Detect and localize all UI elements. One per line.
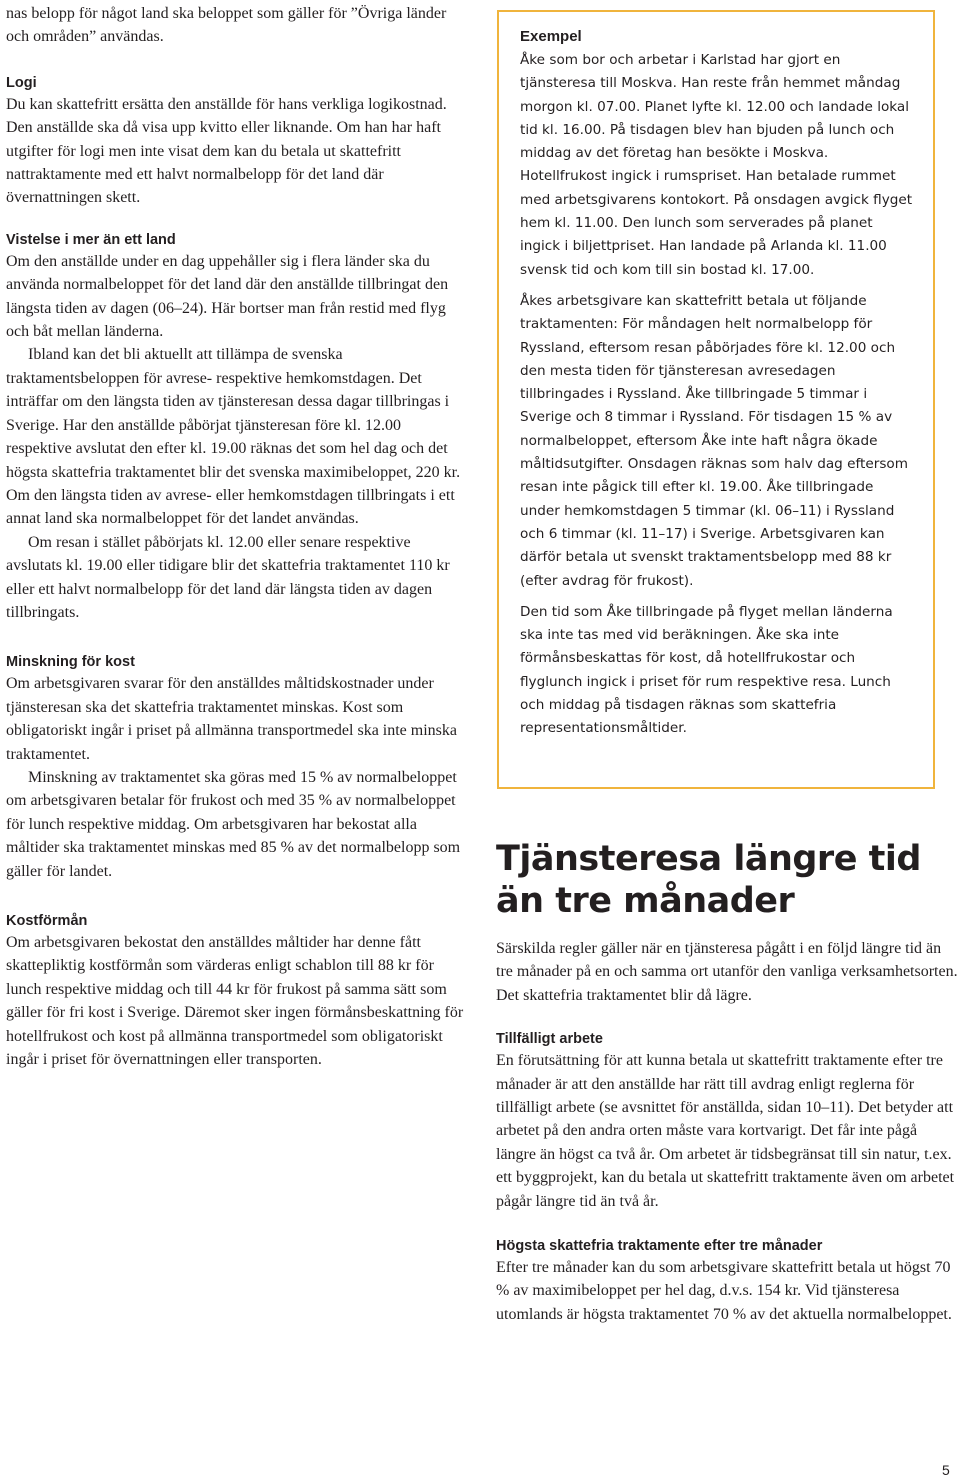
section-kostforman [6, 910, 466, 1071]
page-number: 5 [942, 1462, 950, 1478]
vistelse-paragraph-3: Om resan i stället påbörjats kl. 12.00 eller senare respektive avslutats kl. 19.00 eller tidigare blir det skattefria traktamentet 110 kr eller ett halvt normalbelopp för det land där längsta tiden av dagen tillbringats. [6, 533, 450, 621]
right-column [496, 937, 958, 1326]
hogsta-text: Efter tre månader kan du som arbetsgivare skattefritt betala ut högst 70 % av maximibeloppet per hel dag, d.v.s. 154 kr. Vid tjänsteresa utomlands är högsta traktamentet 70 % av det aktuella normalbeloppet. [496, 1259, 952, 1323]
tillfalligt-text: En förutsättning för att kunna betala ut skattefritt traktamente efter tre månader är att den anställde har rätt till avdrag enligt reglerna för tillfälligt arbete (se avsnittet för anställda, sidan 10–11). Det betyder att arbetet på den andra orten måste vara kortvarigt. Det får inte pågå längre än högst ca två år. Om arbetet är tidsbegränsat till sin natur, t.ex. ett byggprojekt, kan du betala ut skattefritt traktamente även om arbetet pågår längre tid än två år. [496, 1052, 955, 1210]
example-paragraph-1: Åke som bor och arbetar i Karlstad har gjort en tjänsteresa till Moskva. Han reste från hemmet måndag morgon kl. 07.00. Planet lyfte kl. 12.00 och landade lokal tid kl. 16.00. På tisdagen blev han bjuden på lunch och middag av det företag han besökte i Moskva. Hotellfrukost ingick i rumspriset. Han betalade rummet med arbetsgivarens kontokort. På onsdagen avgick flyget hem kl. 11.00. Den lunch som serverades på planet ingick i biljettpriset. Han landade på Arlanda kl. 11.00 svensk tid och kom till sin bostad kl. 17.00. [520, 52, 913, 278]
heading-logi: Logi [6, 74, 37, 91]
minskning-paragraph-2: Minskning av traktamentet ska göras med 15 % av normalbeloppet om arbetsgivaren betalar för frukost och med 35 % av normalbeloppet för lunch respektive middag. Om arbetsgivaren har bekostat alla måltider ska traktamentet minskas med 85 % av det normalbelopp som gäller för landet. [6, 768, 461, 880]
section-tillfalligt [496, 1028, 958, 1213]
vistelse-paragraph-1: Om den anställde under en dag uppehåller sig i flera länder ska du använda normalbeloppet för det land där den anställde tillbringat den längsta tiden av dagen (06–24). Här bortser man från restid med flyg och båt mellan länderna. [6, 252, 449, 341]
logi-text: Du kan skattefritt ersätta den anställde för hans verkliga logikostnad. Den anställde ska då visa upp kvitto eller liknande. Om han har haft utgifter för logi men inte visat dem kan du betala ut skattefritt nattraktamente med ett halvt normalbelopp för det land där övernattningen skett. [6, 95, 447, 207]
minskning-paragraph-1: Om arbetsgivaren svarar för den anställdes måltidskostnader under tjänsteresan ska det skattefria traktamentet minskas. Kost som obligatoriskt ingår i priset på allmänna transportmedel ska inte minska traktamentet. [6, 675, 457, 763]
kostforman-text: Om arbetsgivaren bekostat den anställdes måltider har denne fått skattepliktig kostförmån som värderas enligt schablon till 88 kr för lunch respektive middag och till 44 kr för frukost på samma sätt som gäller för fri kost i Sverige. Däremot sker ingen förmånsbeskattning för hotellfrukost och kost på allmänna transportmedel som obligatoriskt ingår i priset för övernattningen eller transporten. [6, 934, 464, 1069]
heading-tillfalligt: Tillfälligt arbete [496, 1031, 603, 1048]
section-logi [6, 72, 466, 210]
example-paragraph-3: Den tid som Åke tillbringade på flyget mellan länderna ska inte tas med vid beräkningen. Åke ska inte förmånsbeskattas för kost, då hotellfrukostar och flyglunch ingick i priset för rum respektive resa. Lunch och middag på tisdagen räknas som skattefria representationsmåltider. [520, 603, 893, 737]
intro-text: nas belopp för något land ska beloppet som gäller för ”Övriga länder och områden” användas. [6, 5, 447, 46]
left-column [6, 0, 466, 1071]
section-title: Tjänsteresa längre tid än tre månader [496, 839, 921, 921]
section-minskning [6, 651, 466, 883]
right-intro-text: Särskilda regler gäller när en tjänsteresa pågått i en följd längre tid än tre månader på en och samma ort utanför den vanliga verksamhetsorten. Det skattefria traktamentet blir då lägre. [496, 940, 958, 1004]
section-hogsta [496, 1235, 958, 1326]
heading-vistelse: Vistelse i mer än ett land [6, 231, 176, 248]
vistelse-paragraph-2: Ibland kan det bli aktuellt att tillämpa de svenska traktamentsbeloppen för avrese- respektive hemkomstdagen. Det inträffar om den längsta tiden av tjänsteresan dessa dagar tillbringas i Sverige. Har den anställde påbörjat tjänsteresan före kl. 12.00 respektive avslutat den efter kl. 19.00 räknas det som hel dag och det högsta skattefria traktamentet blir det svenska maximibeloppet, 220 kr. Om den längsta tiden av avrese- eller hemkomstdagen tillbringats i ett annat land ska normalbeloppet för det landet användas. [6, 346, 461, 528]
example-paragraph-2: Åkes arbetsgivare kan skattefritt betala ut följande traktamenten: För måndagen helt normalbelopp för Ryssland, eftersom resan påbörjades före kl. 12.00 och den mesta tiden för tjänsteresan avresedagen tillbringades i Ryssland. Åke tillbringade 5 timmar i Sverige och 8 timmar i Ryssland. För tisdagen 15 % av normalbeloppet, eftersom Åke inte haft några ökade måltidsutgifter. Onsdagen räknas som halv dag eftersom resan inte pågick till efter kl. 19.00. Åke tillbringade under hemkomstdagen 5 timmar (kl. 06–11) i Ryssland och 6 timmar (kl. 11–17) i Sverige. Arbetsgivaren kan därför betala ut svenskt traktamentsbelopp med 88 kr (efter avdrag för frukost). [520, 292, 908, 589]
heading-kostforman: Kostförmån [6, 913, 88, 929]
heading-hogsta: Högsta skattefria traktamente efter tre månader [496, 1238, 823, 1255]
heading-exempel: Exempel [520, 28, 582, 45]
example-box [497, 10, 935, 789]
section-vistelse [6, 229, 466, 625]
heading-minskning: Minskning för kost [6, 654, 135, 671]
